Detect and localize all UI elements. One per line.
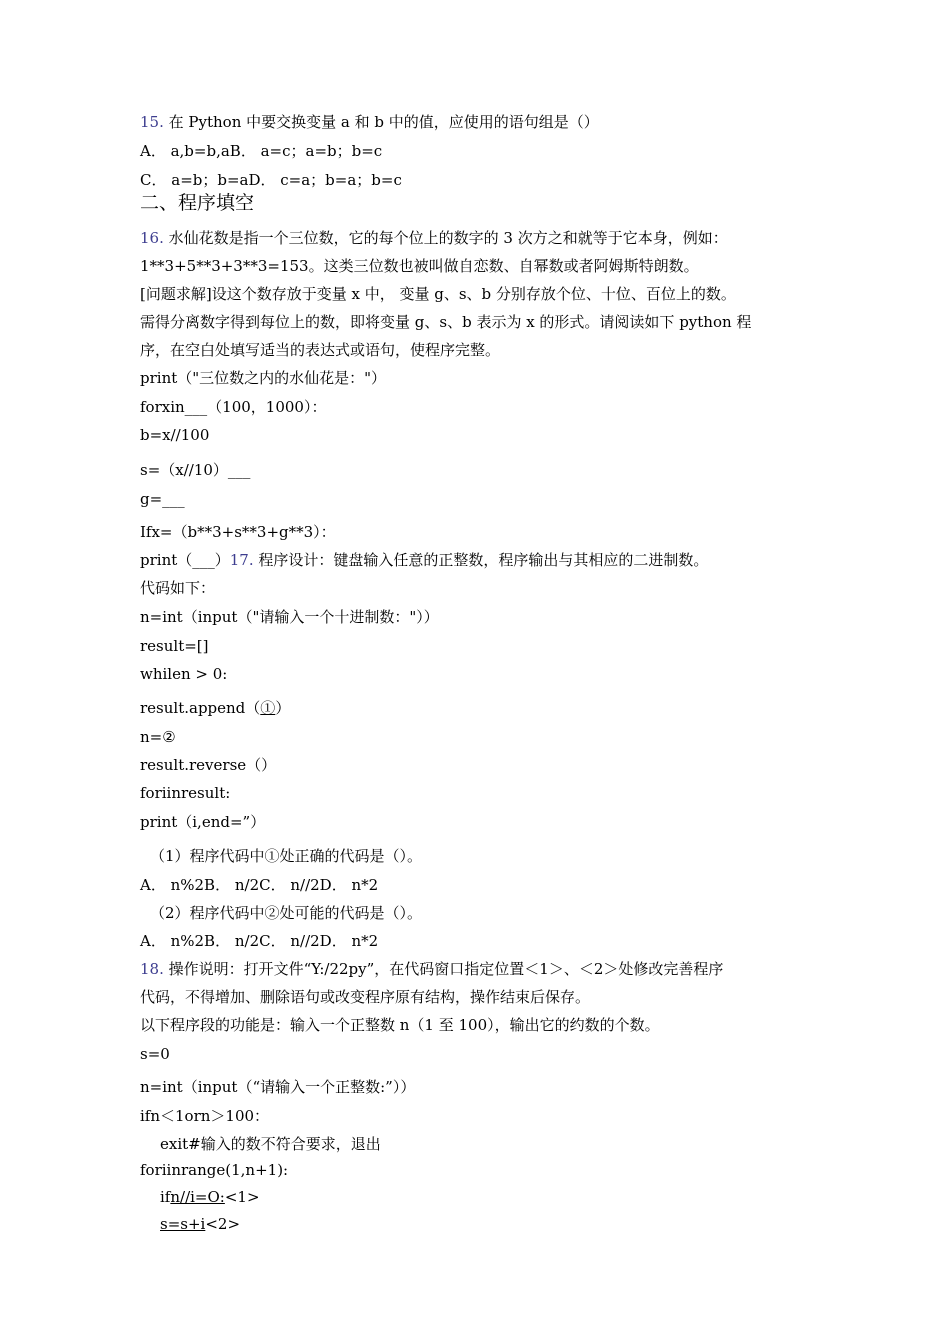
q17-sub1: （1）程序代码中①处正确的代码是（）。 (150, 847, 423, 865)
q18-para-2: 代码，不得增加、删除语句或改变程序原有结构，操作结束后保存。 (140, 988, 591, 1006)
q16-code-line: forxin___（100，1000）： (140, 398, 327, 416)
q16-stem: 16. 水仙花数是指一个三位数，它的每个位上的数字的 3 次方之和就等于它本身，例如： (140, 229, 728, 247)
q17-code-line: result=[] (140, 637, 209, 655)
section-heading: 二、程序填空 (140, 192, 255, 214)
q18-code-line-if: ifn//i=O:<1> (160, 1188, 260, 1206)
q15-stem: 15. 在 Python 中要交换变量 a 和 b 中的值，应使用的语句组是（） (140, 113, 599, 131)
underlined-code: n//i=O: (170, 1188, 225, 1206)
q17-code-line: n=int（input（"请输入一个十进制数："）） (140, 608, 439, 626)
q17-code-line: result.reverse（） (140, 756, 277, 774)
q16-q17-line: print（___）17. 程序设计：键盘输入任意的正整数，程序输出与其相应的二进制数。 (140, 551, 709, 569)
q16-para-5: 序，在空白处填写适当的表达式或语句，使程序完整。 (140, 341, 501, 359)
q16-code-line: s=（x//10）___ (140, 461, 251, 479)
q16-code-line: Ifx=（b**3+s**3+g**3）： (140, 523, 336, 541)
q16-para-4: 需得分离数字得到每位上的数，即将变量 g、s、b 表示为 x 的形式。请阅读如下 python 程 (140, 313, 752, 331)
q15-number: 15. (140, 113, 164, 131)
underlined-code: s=s+i (160, 1215, 206, 1233)
q17-code-line: foriinresult: (140, 784, 231, 802)
q17-code-line: n=② (140, 728, 176, 746)
q17-code-line: print（i,end=”） (140, 813, 266, 831)
q18-stem: 18. 操作说明：打开文件“Y:/22py”，在代码窗口指定位置＜1＞、＜2＞处修改完善程序 (140, 960, 724, 978)
q16-code-line: g=___ (140, 490, 185, 508)
q16-para-2: 1**3+5**3+3**3=153。这类三位数也被叫做自恋数、自幂数或者阿姆斯特朗数。 (140, 257, 699, 275)
q16-code-line: b=x//100 (140, 426, 210, 444)
q17-code-line: result.append（①） (140, 699, 291, 717)
q15-options-ab: A． a,b=b,aB． a=c；a=b；b=c (140, 142, 383, 160)
blank-marker-1: ① (260, 699, 276, 717)
q18-code-line: s=0 (140, 1045, 170, 1063)
q15-options-cd: C． a=b；b=aD． c=a；b=a；b=c (140, 171, 402, 189)
q17-code-line: whilen > 0: (140, 665, 228, 683)
q17-sub2: （2）程序代码中②处可能的代码是（）。 (150, 904, 423, 922)
q18-code-line: n=int（input（“请输入一个正整数:”）） (140, 1078, 416, 1096)
q17-sub1-options: A． n%2B． n/2C． n//2D． n*2 (140, 876, 379, 894)
q16-code-line: print（"三位数之内的水仙花是："） (140, 369, 387, 387)
q18-number: 18. (140, 960, 164, 978)
q17-sub2-options: A． n%2B． n/2C． n//2D． n*2 (140, 932, 379, 950)
q16-para-3: [问题求解]设这个数存放于变量 x 中， 变量 g、s、b 分别存放个位、十位、百位上的数。 (140, 285, 736, 303)
q18-code-line: exit#输入的数不符合要求，退出 (160, 1135, 381, 1153)
q16-number: 16. (140, 229, 164, 247)
q18-code-line: ifn＜1orn＞100： (140, 1107, 270, 1125)
q17-number: 17. (229, 551, 254, 569)
q17-intro: 代码如下： (140, 579, 216, 597)
q18-para-3: 以下程序段的功能是：输入一个正整数 n（1 至 100），输出它的约数的个数。 (140, 1016, 660, 1034)
q18-code-line-s: s=s+i<2> (160, 1215, 241, 1233)
q18-code-line: foriinrange(1,n+1): (140, 1161, 289, 1179)
